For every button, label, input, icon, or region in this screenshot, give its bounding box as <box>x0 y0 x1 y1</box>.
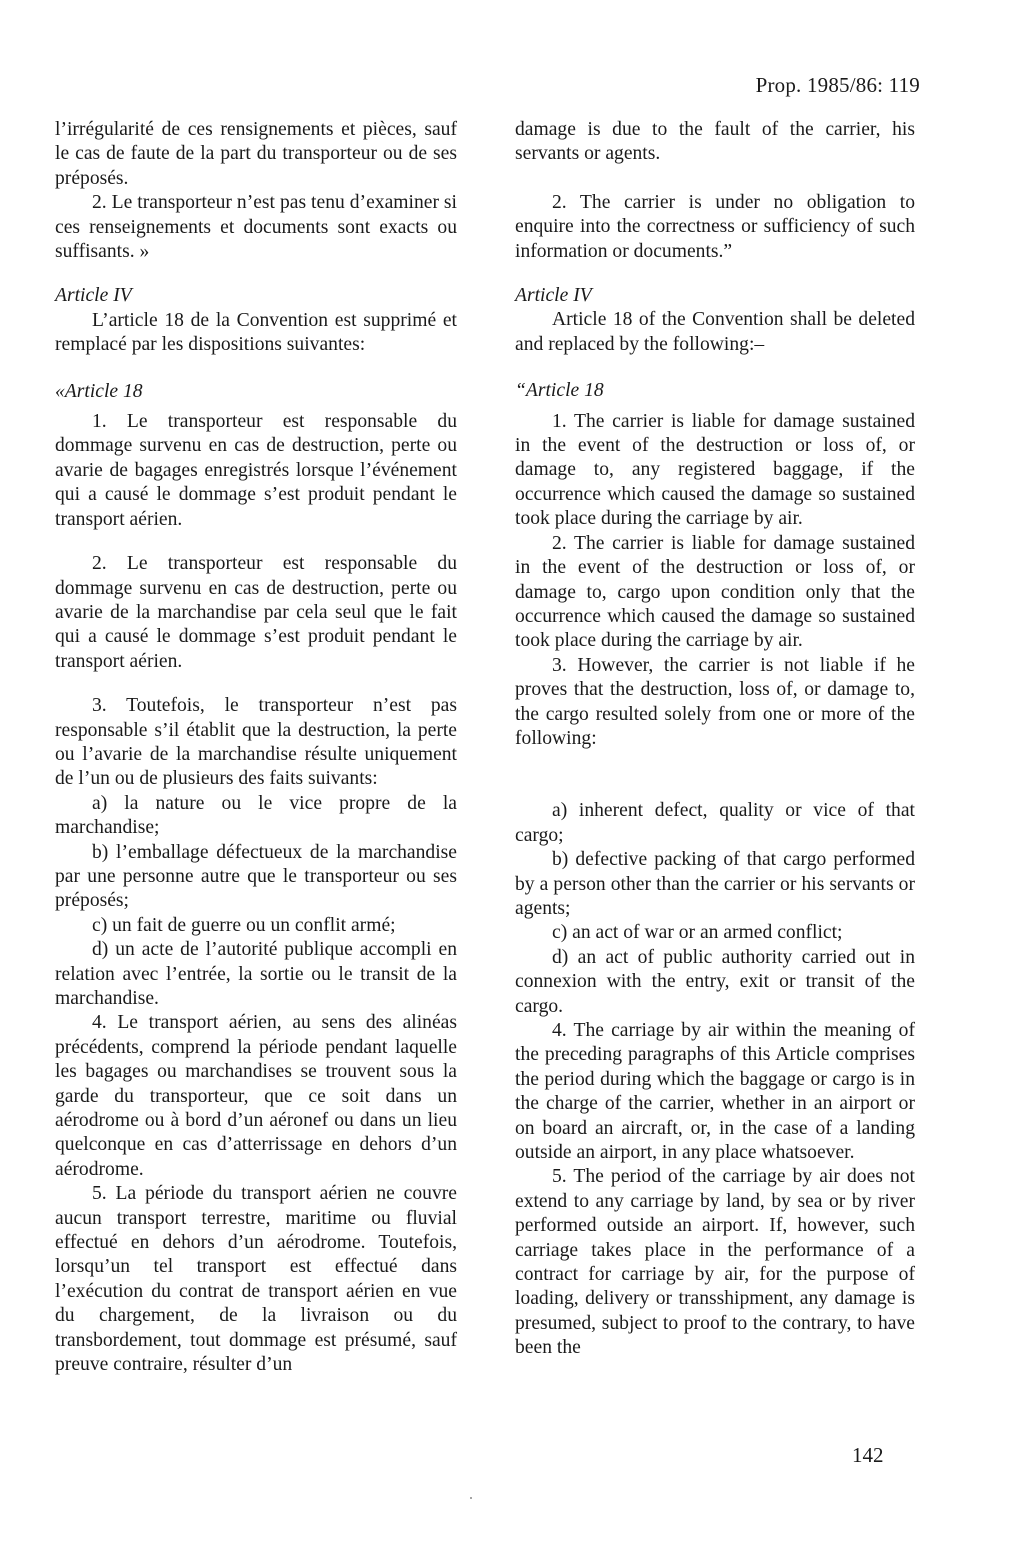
en-item-d: d) an act of public authority carried out in connexion with the entry, exit or transit of the cargo. <box>515 946 915 1017</box>
fr-article-iv-text: L’article 18 de la Convention est supprimé et remplacé par les dispositions suivantes: <box>55 309 457 356</box>
fr-article-18-para-3: 3. Toutefois, le transporteur n’est pas responsable s’il établit que la destruction, la perte ou l’avarie de la marchandise résulte uniquement de l’un ou de plusieurs des faits suivants: <box>55 695 457 790</box>
page-number: 142 <box>852 1443 884 1467</box>
fr-paragraph-2: 2. Le transporteur n’est pas tenu d’examiner si ces renseignements et documents sont exacts ou suffisants. » <box>55 192 457 263</box>
fr-item-b: b) l’emballage défectueux de la marchandise par une personne autre que le transporteur ou ses préposés; <box>55 841 457 912</box>
en-article-18-para-3: 3. However, the carrier is not liable if he proves that the destruction, loss of, or damage to, the cargo resulted solely from one or more of the following: <box>515 654 915 749</box>
fr-heading-article-18: «Article 18 <box>55 380 143 402</box>
en-article-18-para-2: 2. The carrier is liable for damage sustained in the event of the destruction or loss of, or damage to, cargo upon condition only that the occurrence which caused the damage so sustained took place during the carriage by air. <box>515 532 915 652</box>
english-column <box>515 118 915 1361</box>
fr-item-a: a) la nature ou le vice propre de la marchandise; <box>55 792 457 839</box>
en-item-c: c) an act of war or an armed conflict; <box>552 922 843 944</box>
en-item-b: b) defective packing of that cargo performed by a person other than the carrier or his servants or agents; <box>515 849 915 919</box>
fr-article-18-para-1: 1. Le transporteur est responsable du dommage survenu en cas de destruction, perte ou avarie de bagages enregistrés lorsque l’événement qui a causé le dommage s’est produit pendant le transport aérien. <box>55 411 457 530</box>
en-heading-article-18: “Article 18 <box>515 380 604 402</box>
fr-article-18-para-4: 4. Le transport aérien, au sens des alinéas précédents, comprend la période pendant laquelle les bagages ou marchandises se trouvent sous la garde du transporteur, que ce soit dans un aérodrome ou à bord d’un aéronef ou dans un lieu quelconque en cas d’atterrissage en dehors d’un aérodrome. <box>55 1012 457 1180</box>
fr-article-18-para-2: 2. Le transporteur est responsable du dommage survenu en cas de destruction, perte ou avarie de la marchandise par cela seul que le fait qui a causé le dommage s’est produit pendant le transport aérien. <box>55 553 457 672</box>
french-column <box>55 118 457 1378</box>
en-article-18-para-1: 1. The carrier is liable for damage sustained in the event of the destruction or loss of, or damage to, any registered baggage, if the occurrence which caused the damage so sustained took place during the carriage by air. <box>515 410 915 530</box>
en-paragraph-2: 2. The carrier is under no obligation to enquire into the correctness or sufficiency of such information or documents.” <box>515 191 915 262</box>
fr-article-18-para-5: 5. La période du transport aérien ne couvre aucun transport terrestre, maritime ou fluvial effectué en dehors d’un aérodrome. Toutefois, lorsqu’un tel transport est effectué dans l’exécution du contrat de transport aérien en vue du chargement, de la livraison ou du transbordement, tout dommage est présumé, sauf preuve contraire, résulter d’un <box>55 1183 457 1376</box>
scan-speck <box>470 1497 472 1499</box>
en-article-iv-text: Article 18 of the Convention shall be deleted and replaced by the following:– <box>515 309 915 355</box>
fr-heading-article-iv: Article IV <box>55 285 132 307</box>
en-article-18-para-5: 5. The period of the carriage by air does not extend to any carriage by land, by sea or by river performed outside an airport. If, however, such carriage takes place in the performance of a contract for carriage by air, for the purpose of loading, delivery or transshipment, any damage is presumed, subject to proof to the contrary, to have been the <box>515 1166 915 1359</box>
fr-item-c: c) un fait de guerre ou un conflit armé; <box>92 914 396 936</box>
en-paragraph-continued: damage is due to the fault of the carrier, his servants or agents. <box>515 119 915 165</box>
en-article-18-para-4: 4. The carriage by air within the meaning of the preceding paragraphs of this Article comprises the period during which the baggage or cargo is in the charge of the carrier, whether in an airport or on board an aircraft, or, in the case of a landing outside an airport, in any place whatsoever. <box>515 1020 915 1164</box>
en-heading-article-iv: Article IV <box>515 285 592 307</box>
fr-paragraph-continued: l’irrégularité de ces rensignements et pièces, sauf le cas de faute de la part du transporteur ou de ses préposés. <box>55 119 457 189</box>
fr-item-d: d) un acte de l’autorité publique accompli en relation avec l’entrée, la sortie ou le transit de la marchandise. <box>55 939 457 1009</box>
running-head: Prop. 1985/86: 119 <box>755 73 920 97</box>
en-item-a: a) inherent defect, quality or vice of that cargo; <box>515 800 915 846</box>
